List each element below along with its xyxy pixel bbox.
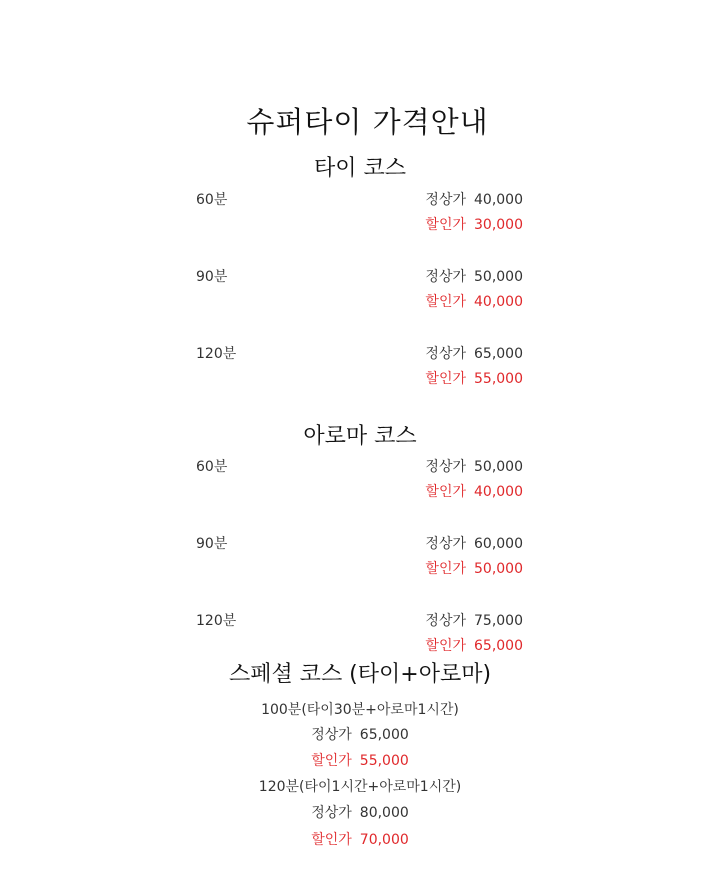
sale-price-label: 할인가	[425, 217, 466, 233]
regular-price-label: 정상가	[425, 346, 466, 362]
sale-price	[425, 291, 523, 311]
special-sale-price	[0, 750, 720, 770]
regular-price	[425, 266, 523, 286]
duration-label: 120분	[196, 613, 237, 629]
regular-price	[425, 610, 523, 630]
regular-price-value: 80,000	[359, 805, 409, 821]
regular-price-label: 정상가	[425, 459, 466, 475]
sale-price	[425, 481, 523, 501]
regular-price-label: 정상가	[425, 613, 466, 629]
sale-price-value: 30,000	[474, 217, 523, 233]
sale-price	[425, 368, 523, 388]
regular-price-value: 60,000	[474, 536, 523, 552]
duration-label: 90분	[196, 536, 228, 552]
sale-price-value: 55,000	[474, 371, 523, 387]
regular-price-value: 50,000	[474, 269, 523, 285]
section-heading-aroma: 아로마 코스	[303, 424, 417, 449]
sale-price-label: 할인가	[425, 371, 466, 387]
sale-price-label: 할인가	[425, 638, 466, 654]
regular-price	[425, 189, 523, 209]
special-sale-price	[0, 829, 720, 849]
sale-price	[425, 558, 523, 578]
regular-price-label: 정상가	[425, 536, 466, 552]
sale-price-value: 40,000	[474, 294, 523, 310]
sale-price-label: 할인가	[425, 561, 466, 577]
sale-price-value: 40,000	[474, 484, 523, 500]
regular-price-value: 75,000	[474, 613, 523, 629]
regular-price-label: 정상가	[425, 192, 466, 208]
regular-price	[425, 533, 523, 553]
regular-price-label: 정상가	[425, 269, 466, 285]
regular-price	[425, 456, 523, 476]
regular-price	[425, 343, 523, 363]
sale-price-value: 50,000	[474, 561, 523, 577]
sale-price-value: 65,000	[474, 638, 523, 654]
sale-price	[425, 635, 523, 655]
regular-price-value: 40,000	[474, 192, 523, 208]
special-regular-price	[0, 724, 720, 744]
regular-price-value: 50,000	[474, 459, 523, 475]
special-duration-label: 100분(타이30분+아로마1시간)	[261, 702, 459, 718]
sale-price-label: 할인가	[425, 484, 466, 500]
sale-price	[425, 214, 523, 234]
regular-price-value: 65,000	[359, 727, 409, 743]
duration-label: 60분	[196, 192, 228, 208]
duration-label: 90분	[196, 269, 228, 285]
section-heading-thai: 타이 코스	[313, 156, 406, 181]
page-title: 슈퍼타이 가격안내	[246, 105, 489, 139]
regular-price-value: 65,000	[474, 346, 523, 362]
duration-label: 60분	[196, 459, 228, 475]
special-regular-price	[0, 802, 720, 822]
regular-price-label: 정상가	[311, 727, 352, 743]
sale-price-label: 할인가	[311, 753, 352, 769]
sale-price-label: 할인가	[425, 294, 466, 310]
sale-price-value: 55,000	[359, 753, 409, 769]
section-heading-special: 스페셜 코스 (타이+아로마)	[228, 662, 492, 687]
sale-price-value: 70,000	[359, 832, 409, 848]
sale-price-label: 할인가	[311, 832, 352, 848]
special-duration-label: 120분(타이1시간+아로마1시간)	[258, 779, 462, 795]
regular-price-label: 정상가	[311, 805, 352, 821]
duration-label: 120분	[196, 346, 237, 362]
